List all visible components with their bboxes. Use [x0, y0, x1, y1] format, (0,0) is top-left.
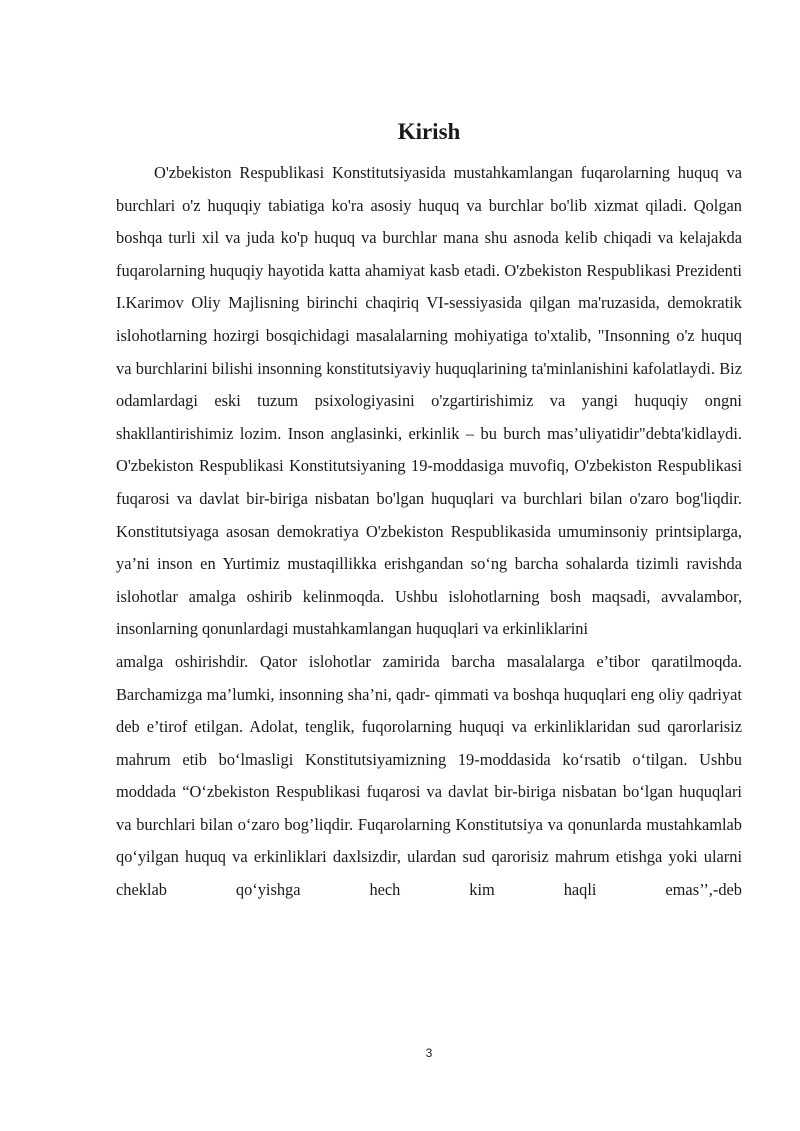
paragraph-1: O'zbekiston Respublikasi Konstitutsiyasida mustahkamlangan fuqarolarning huquq va burchlari o'z huquqiy tabiatiga ko'ra asosiy huquq va burchlar bo'lib xizmat qiladi. Qolgan boshqa turli xil va juda ko'p huquq va burchlar mana shu asnoda kelib chiqadi va kelajakda fuqarolarning huquqiy hayotida katta ahamiyat kasb etadi. O'zbekiston Respublikasi Prezidenti I.Karimov Oliy Majlisning birinchi chaqiriq VI-sessiyasida qilgan ma'ruzasida, demokratik islohotlarning hozirgi bosqichidagi masalalarning mohiyatiga to'xtalib, "Insonning o'z huquq va burchlarini bilishi insonning konstitutsiyaviy huquqlarining ta'minlanishini kafolatlaydi. Biz odamlardagi eski tuzum psixologiyasini o'zgartirishimiz va yangi huquqiy ongni shakllantirishimiz lozim. Inson anglasinki, erkinlik – bu burch mas’uliyatidir"debta'kidlaydi. O'zbekiston Respublikasi Konstitutsiyaning 19-moddasiga muvofiq, O'zbekiston Respublikasi fuqarosi va davlat bir-biriga nisbatan bo'lgan huquqlari va burchlari bilan o'zaro bog'liqdir. Konstitutsiyaga asosan demokratiya O'zbekiston Respublikasida umuminsoniy printsiplarga, ya’ni inson en Yurtimiz mustaqillikka erishgandan so‘ng barcha sohalarda tizimli ravishda islohotlar amalga oshirib kelinmoqda. Ushbu islohotlarning bosh maqsadi, avvalambor, insonlarning qonunlardagi mustahkamlangan huquqlari va erkinliklarini [116, 163, 742, 639]
page-title: Kirish [397, 119, 461, 144]
paragraph-2: amalga oshirishdir. Qator islohotlar zamirida barcha masalalarga e’tibor qaratilmoqda. Barchamizga ma’lumki, insonning sha’ni, qadr- qimmati va boshqa huquqlari eng oliy qadriyat deb e’tirof etilgan. Adolat, tenglik, fuqorolarning huquqi va erkinliklaridan sud qarorlarisiz mahrum etib bo‘lmasligi Konstitutsiyamizning 19-moddasida ko‘rsatib o‘tilgan. Ushbu moddada “O‘zbekiston Respublikasi fuqarosi va davlat bir-biriga nisbatan bo‘lgan huquqlari va burchlari bilan o‘zaro bog’liqdir. Fuqarolarning Konstitutsiya va qonunlarda mustahkamlab qo‘yilgan huquq va erkinliklari daxlsizdir, ulardan sud qarorisiz mahrum etishga yoki ularni cheklab qo‘yishga hech kim haqli emas’’,-deb [116, 651, 742, 900]
body-text [116, 157, 742, 907]
page-number: 3 [425, 1046, 433, 1060]
